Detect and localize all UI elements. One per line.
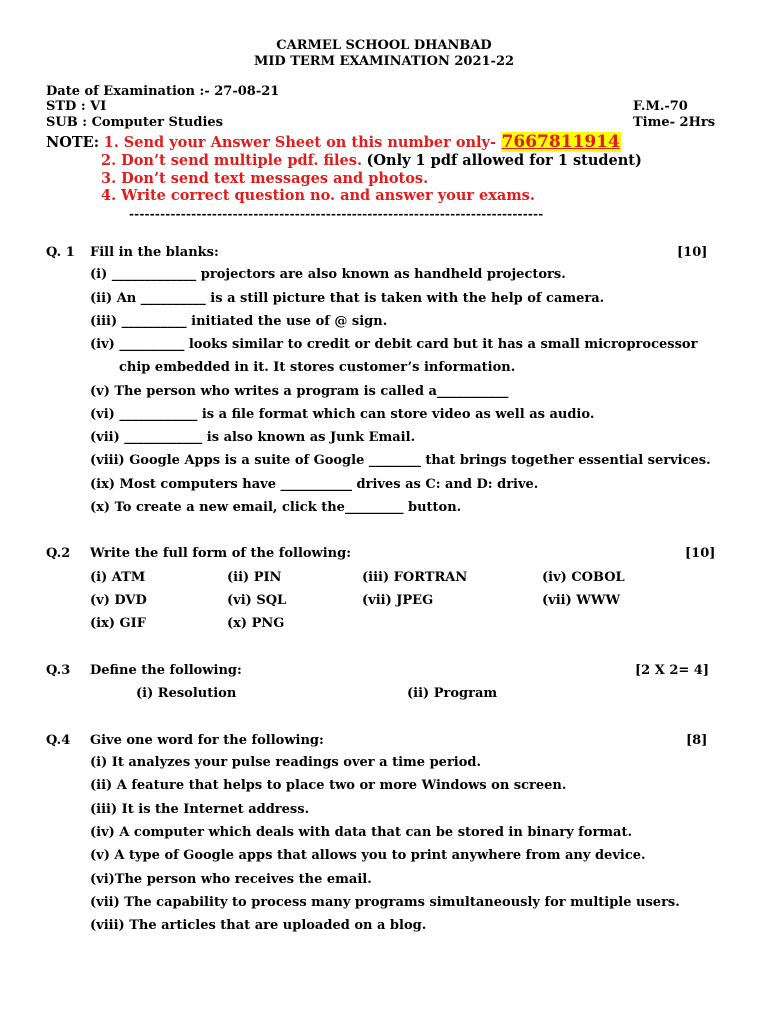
q4-item: (iv) A computer which deals with data that can be stored in binary format. <box>90 825 633 840</box>
note-item-3: 3. Don’t send text messages and photos. <box>101 170 429 187</box>
q3-title: Define the following: <box>90 663 242 678</box>
q4-item: (viii) The articles that are uploaded on a blog. <box>90 918 427 933</box>
q1-item: (i) _____________ projectors are also known as handheld projectors. <box>90 267 566 282</box>
q4-item: (i) It analyzes your pulse readings over a time period. <box>90 755 482 770</box>
phone-number: 7667811914 <box>501 132 620 152</box>
q1-item: (ix) Most computers have ___________ drives as C: and D: drive. <box>90 477 539 492</box>
subject-label: SUB : Computer Studies <box>46 115 223 130</box>
q4-marks: [8] <box>686 733 708 748</box>
std-label: STD : VI <box>46 99 107 114</box>
q1-item: (vii) ____________ is also known as Junk Email. <box>90 430 416 445</box>
separator-line: -------------------------------------------------------------------------------- <box>129 207 544 221</box>
q1-item: (iii) __________ initiated the use of @ sign. <box>90 314 388 329</box>
note-item-2: 2. Don’t send multiple pdf. files. <box>101 152 362 169</box>
q2-term: (iv) COBOL <box>542 570 625 585</box>
q4-item: (v) A type of Google apps that allows you to print anywhere from any device. <box>90 848 646 863</box>
q2-term: (vii) WWW <box>542 593 621 608</box>
q2-term: (vi) SQL <box>227 593 287 608</box>
q3-item: (ii) Program <box>407 686 498 701</box>
q3-number: Q.3 <box>46 663 71 678</box>
q2-term: (vii) JPEG <box>362 593 434 608</box>
q1-marks: [10] <box>677 245 708 260</box>
q2-title: Write the full form of the following: <box>90 546 352 561</box>
q1-item: (vi) ____________ is a file format which can store video as well as audio. <box>90 407 595 422</box>
exam-date: Date of Examination :- 27-08-21 <box>46 84 280 99</box>
q2-term: (x) PNG <box>227 616 285 631</box>
q1-title: Fill in the blanks: <box>90 245 219 260</box>
full-marks: F.M.-70 <box>633 99 688 114</box>
q1-item: (ii) An __________ is a still picture that is taken with the help of camera. <box>90 291 605 306</box>
school-name: CARMEL SCHOOL DHANBAD <box>276 38 492 53</box>
q4-item: (iii) It is the Internet address. <box>90 802 310 817</box>
q1-item: (v) The person who writes a program is called a___________ <box>90 384 509 399</box>
q4-item: (vii) The capability to process many programs simultaneously for multiple users. <box>90 895 680 910</box>
q3-item: (i) Resolution <box>136 686 237 701</box>
q4-title: Give one word for the following: <box>90 733 324 748</box>
q4-number: Q.4 <box>46 733 71 748</box>
q1-item: chip embedded in it. It stores customer’s information. <box>119 360 516 375</box>
q3-marks: [2 X 2= 4] <box>635 663 709 678</box>
time-label: Time- 2Hrs <box>633 115 716 130</box>
q1-number: Q. 1 <box>46 245 75 260</box>
note-item-4: 4. Write correct question no. and answer your exams. <box>101 187 535 204</box>
q2-term: (ii) PIN <box>227 570 282 585</box>
exam-title: MID TERM EXAMINATION 2021-22 <box>253 54 515 69</box>
note-line-1 <box>46 134 621 152</box>
note-item-2-extra: (Only 1 pdf allowed for 1 student) <box>366 152 642 169</box>
note-item-1: 1. Send your Answer Sheet on this number only- <box>103 134 496 151</box>
note-line-2 <box>101 153 642 170</box>
q2-term: (i) ATM <box>90 570 146 585</box>
q4-item: (ii) A feature that helps to place two or more Windows on screen. <box>90 778 567 793</box>
q2-term: (v) DVD <box>90 593 147 608</box>
q2-term: (iii) FORTRAN <box>362 570 468 585</box>
q1-item: (viii) Google Apps is a suite of Google ________ that brings together essential services. <box>90 453 711 468</box>
q1-item: (iv) __________ looks similar to credit or debit card but it has a small microprocessor <box>90 337 698 352</box>
q2-marks: [10] <box>685 546 716 561</box>
q2-number: Q.2 <box>46 546 71 561</box>
q2-term: (ix) GIF <box>90 616 146 631</box>
note-label: NOTE: <box>46 134 100 151</box>
q4-item: (vi)The person who receives the email. <box>90 872 372 887</box>
q1-item: (x) To create a new email, click the_________ button. <box>90 500 462 515</box>
